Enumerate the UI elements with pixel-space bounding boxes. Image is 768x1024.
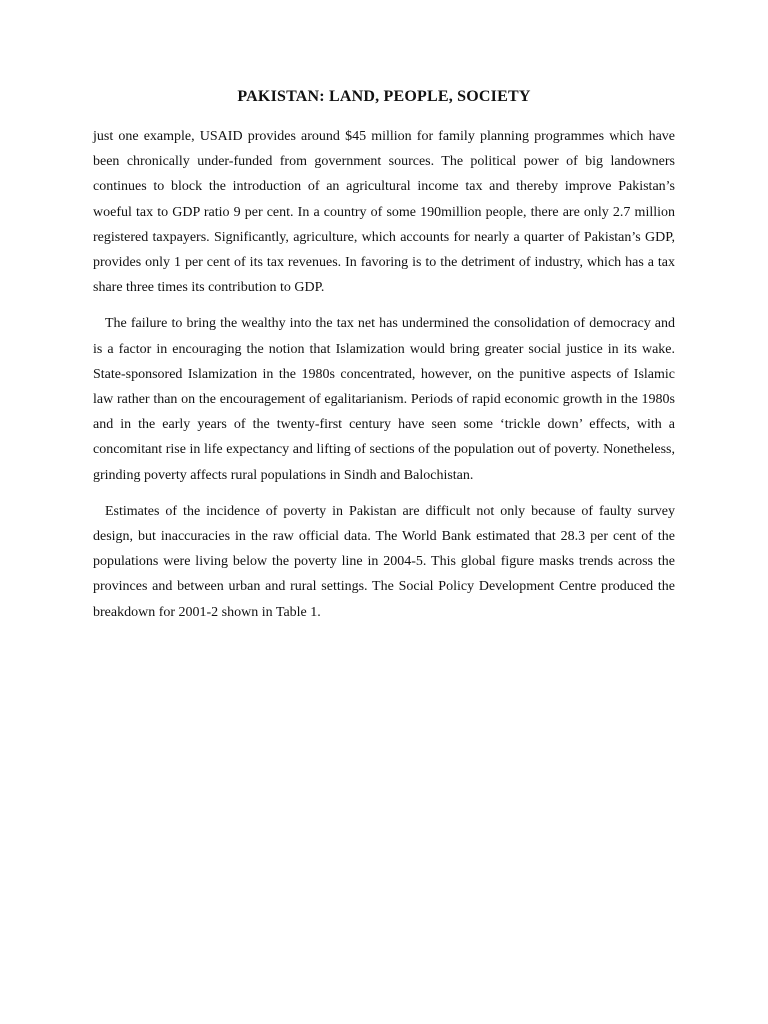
paragraph-1: just one example, USAID provides around $45 million for family planning programmes which have been chronically under-funded from government sources. The political power of big landowners continues to block the introduction of an agricultural income tax and thereby improve Pakistan’s woeful tax to GDP ratio 9 per cent. In a country of some 190million people, there are only 2.7 million registered taxpayers. Significantly, agriculture, which accounts for nearly a quarter of Pakistan’s GDP, provides only 1 per cent of its tax revenues. In favoring is to the detriment of industry, which has a tax share three times its contribution to GDP. xyxy=(93,129,675,296)
page-title: PAKISTAN: LAND, PEOPLE, SOCIETY xyxy=(237,88,531,105)
paragraph-2: The failure to bring the wealthy into the tax net has undermined the consolidation of democracy and is a factor in encouraging the notion that Islamization would bring greater social justice in its wake. State-sponsored Islamization in the 1980s concentrated, however, on the punitive aspects of Islamic law rather than on the encouragement of egalitarianism. Periods of rapid economic growth in the 1980s and in the early years of the twenty-first century have seen some ‘trickle down’ effects, with a concomitant rise in life expectancy and lifting of sections of the population out of poverty. Nonetheless, grinding poverty affects rural populations in Sindh and Balochistan. xyxy=(93,316,675,483)
body-text xyxy=(93,124,675,636)
paragraph-3: Estimates of the incidence of poverty in Pakistan are difficult not only because of faulty survey design, but inaccuracies in the raw official data. The World Bank estimated that 28.3 per cent of the populations were living below the poverty line in 2004-5. This global figure masks trends across the provinces and between urban and rural settings. The Social Policy Development Centre produced the breakdown for 2001-2 shown in Table 1. xyxy=(93,503,675,620)
